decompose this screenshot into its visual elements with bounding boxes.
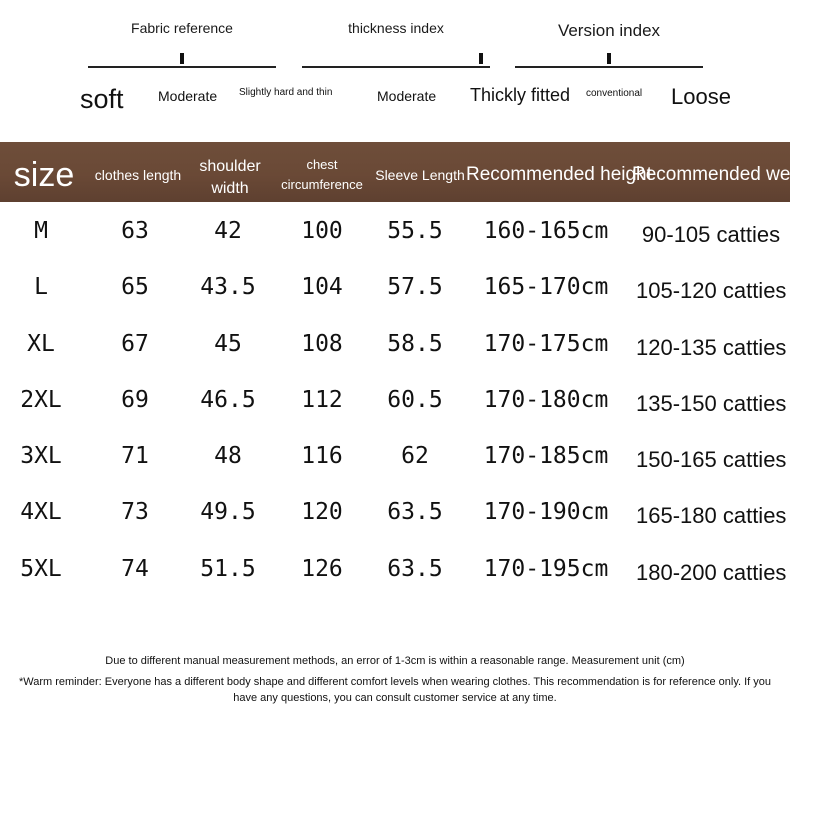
cell-size: M xyxy=(34,218,48,244)
cell-clothes-length: 69 xyxy=(121,386,149,413)
cell-sleeve-length: 60.5 xyxy=(387,386,443,413)
cell-weight: 180-200 catties xyxy=(636,559,787,585)
header-shoulder-width: shoulder width xyxy=(199,158,261,197)
cell-chest: 104 xyxy=(301,274,343,301)
version-scale-title: Version index xyxy=(557,21,661,40)
cell-height: 170-185cm xyxy=(483,443,609,470)
cell-height: 160-165cm xyxy=(483,218,609,244)
header-sleeve-length: Sleeve Length xyxy=(375,167,465,183)
size-table-body xyxy=(0,204,790,598)
cell-size: L xyxy=(34,274,48,301)
cell-shoulder-width: 46.5 xyxy=(200,386,256,413)
thickness-scale-line xyxy=(302,66,490,68)
header-recommended-weight: Recommended weight xyxy=(632,164,821,185)
cell-sleeve-length: 58.5 xyxy=(387,330,443,357)
thickness-label-moderate: Moderate xyxy=(377,88,437,104)
cell-height: 170-180cm xyxy=(483,386,609,413)
cell-clothes-length: 74 xyxy=(121,555,149,582)
table-row xyxy=(0,373,790,429)
cell-sleeve-length: 62 xyxy=(401,443,429,470)
cell-size: 4XL xyxy=(20,499,62,526)
warm-reminder: *Warm reminder: Everyone has a different body shape and different comfort levels when wearing clothes. This recommendation is for reference only. If you have any questions, you can consult customer service at any time. xyxy=(18,676,772,704)
fabric-label-soft: soft xyxy=(80,84,124,114)
table-row xyxy=(0,317,790,373)
fabric-scale-marker xyxy=(180,53,184,64)
cell-sleeve-length: 55.5 xyxy=(387,218,443,244)
cell-chest: 108 xyxy=(301,330,343,357)
cell-shoulder-width: 45 xyxy=(214,330,242,357)
thickness-label-thickly-fitted: Thickly fitted xyxy=(470,85,571,105)
thickness-scale-title: thickness index xyxy=(348,20,444,36)
cell-size: 5XL xyxy=(20,555,62,582)
cell-clothes-length: 71 xyxy=(121,443,149,470)
header-size: size xyxy=(13,156,75,194)
fabric-label-slightly-hard: Slightly hard and thin xyxy=(239,87,333,98)
table-row xyxy=(0,485,790,541)
cell-shoulder-width: 48 xyxy=(214,443,242,470)
cell-shoulder-width: 51.5 xyxy=(200,555,256,582)
cell-weight: 165-180 catties xyxy=(636,503,787,529)
table-row xyxy=(0,542,790,598)
cell-weight: 90-105 catties xyxy=(641,222,781,247)
measurement-note: Due to different manual measurement methods, an error of 1-3cm is within a reasonable range. Measurement unit (cm) xyxy=(105,655,685,667)
cell-height: 170-175cm xyxy=(483,330,609,357)
cell-size: XL xyxy=(27,330,55,357)
cell-chest: 100 xyxy=(301,218,343,244)
cell-weight: 105-120 catties xyxy=(636,278,787,304)
thickness-scale-marker xyxy=(479,53,483,64)
version-scale-marker xyxy=(607,53,611,64)
cell-weight: 135-150 catties xyxy=(636,390,787,416)
cell-height: 170-195cm xyxy=(483,555,609,582)
cell-clothes-length: 63 xyxy=(121,218,149,244)
cell-clothes-length: 73 xyxy=(121,499,149,526)
header-clothes-length: clothes length xyxy=(94,167,182,183)
cell-shoulder-width: 43.5 xyxy=(200,274,256,301)
cell-sleeve-length: 57.5 xyxy=(387,274,443,301)
cell-shoulder-width: 49.5 xyxy=(200,499,256,526)
cell-sleeve-length: 63.5 xyxy=(387,555,443,582)
header-recommended-height: Recommended height xyxy=(466,164,652,185)
cell-weight: 150-165 catties xyxy=(636,447,787,473)
fabric-scale-title: Fabric reference xyxy=(131,20,233,36)
cell-shoulder-width: 42 xyxy=(214,218,242,244)
cell-height: 165-170cm xyxy=(483,274,609,301)
size-table-header xyxy=(0,142,821,202)
cell-sleeve-length: 63.5 xyxy=(387,499,443,526)
cell-weight: 120-135 catties xyxy=(636,334,787,360)
cell-size: 2XL xyxy=(20,386,62,413)
cell-chest: 116 xyxy=(301,443,343,470)
version-scale-line xyxy=(515,66,703,68)
table-row xyxy=(0,260,790,316)
table-row xyxy=(0,204,790,260)
table-row xyxy=(0,429,790,485)
cell-height: 170-190cm xyxy=(483,499,609,526)
cell-size: 3XL xyxy=(20,443,62,470)
cell-chest: 112 xyxy=(301,386,343,413)
version-label-loose: Loose xyxy=(671,84,731,109)
fabric-label-moderate: Moderate xyxy=(158,88,218,104)
cell-chest: 120 xyxy=(301,499,343,526)
cell-clothes-length: 65 xyxy=(121,274,149,301)
version-label-conventional: conventional xyxy=(586,88,643,99)
cell-clothes-length: 67 xyxy=(121,330,149,357)
cell-chest: 126 xyxy=(301,555,343,582)
fabric-scale-line xyxy=(88,66,276,68)
header-chest-circumference: chest circumference xyxy=(281,157,363,192)
